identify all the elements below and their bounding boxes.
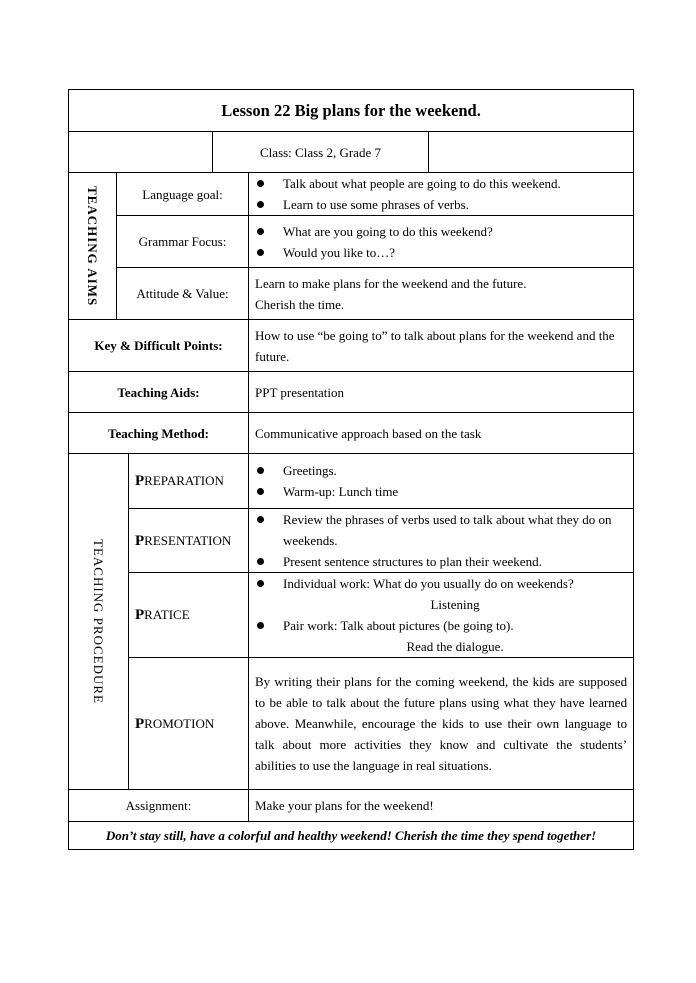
teaching-aims-label: TEACHING AIMS [69,173,117,320]
stage-presentation: PRESENTATION [129,509,249,573]
list-item: Review the phrases of verbs used to talk about what they do on weekends. [255,509,627,551]
list-item: Present sentence structures to plan their weekend. [255,551,627,572]
language-goal-value [249,173,634,216]
list-item: Talk about what people are going to do this weekend. [255,173,627,194]
lesson-plan-table [68,89,634,850]
sub-activity: Read the dialogue. [406,639,504,654]
teaching-aids-label: Teaching Aids: [69,372,249,413]
key-points-value: How to use “be going to” to talk about plans for the weekend and the future. [249,320,634,372]
teaching-method-value: Communicative approach based on the task [249,413,634,454]
teaching-method-label: Teaching Method: [69,413,249,454]
stage-promotion: PROMOTION [129,658,249,790]
promotion-content: By writing their plans for the coming weekend, the kids are supposed to be able to talk about the future plans using what they have learned above. Meanwhile, encourage the kids to use their own language to talk about more activities they know and cultivate the students’ abilities to use the language in real situations. [249,658,634,790]
key-points-label: Key & Difficult Points: [69,320,249,372]
attitude-line: Cherish the time. [255,296,345,312]
teaching-aids-value: PPT presentation [249,372,634,413]
presentation-content [249,509,634,573]
stage-preparation: PREPARATION [129,454,249,509]
list-item: Pair work: Talk about pictures (be going to). Read the dialogue. [255,615,627,657]
lesson-plan [68,89,633,850]
language-goal-label: Language goal: [117,173,249,216]
closing-message: Don’t stay still, have a colorful and healthy weekend! Cherish the time they spend together! [69,822,634,850]
attitude-value-value [249,268,634,320]
stage-pratice: PRATICE [129,573,249,658]
list-item: Warm-up: Lunch time [255,481,627,502]
blank-cell [429,132,634,173]
list-item: Would you like to…? [255,242,627,263]
list-item: Learn to use some phrases of verbs. [255,194,627,215]
teaching-procedure-label: TEACHING PROCEDURE [69,454,129,790]
grammar-focus-label: Grammar Focus: [117,216,249,268]
preparation-content [249,454,634,509]
list-item: Individual work: What do you usually do on weekends? Listening [255,573,627,615]
class-info: Class: Class 2, Grade 7 [213,132,429,173]
list-item: What are you going to do this weekend? [255,221,627,242]
attitude-value-label: Attitude & Value: [117,268,249,320]
list-item: Greetings. [255,460,627,481]
attitude-line: Learn to make plans for the weekend and the future. [255,275,527,291]
assignment-label: Assignment: [69,790,249,822]
sub-activity: Listening [430,597,480,612]
blank-cell [69,132,213,173]
pratice-content [249,573,634,658]
lesson-title: Lesson 22 Big plans for the weekend. [69,90,634,132]
grammar-focus-value [249,216,634,268]
assignment-value: Make your plans for the weekend! [249,790,634,822]
